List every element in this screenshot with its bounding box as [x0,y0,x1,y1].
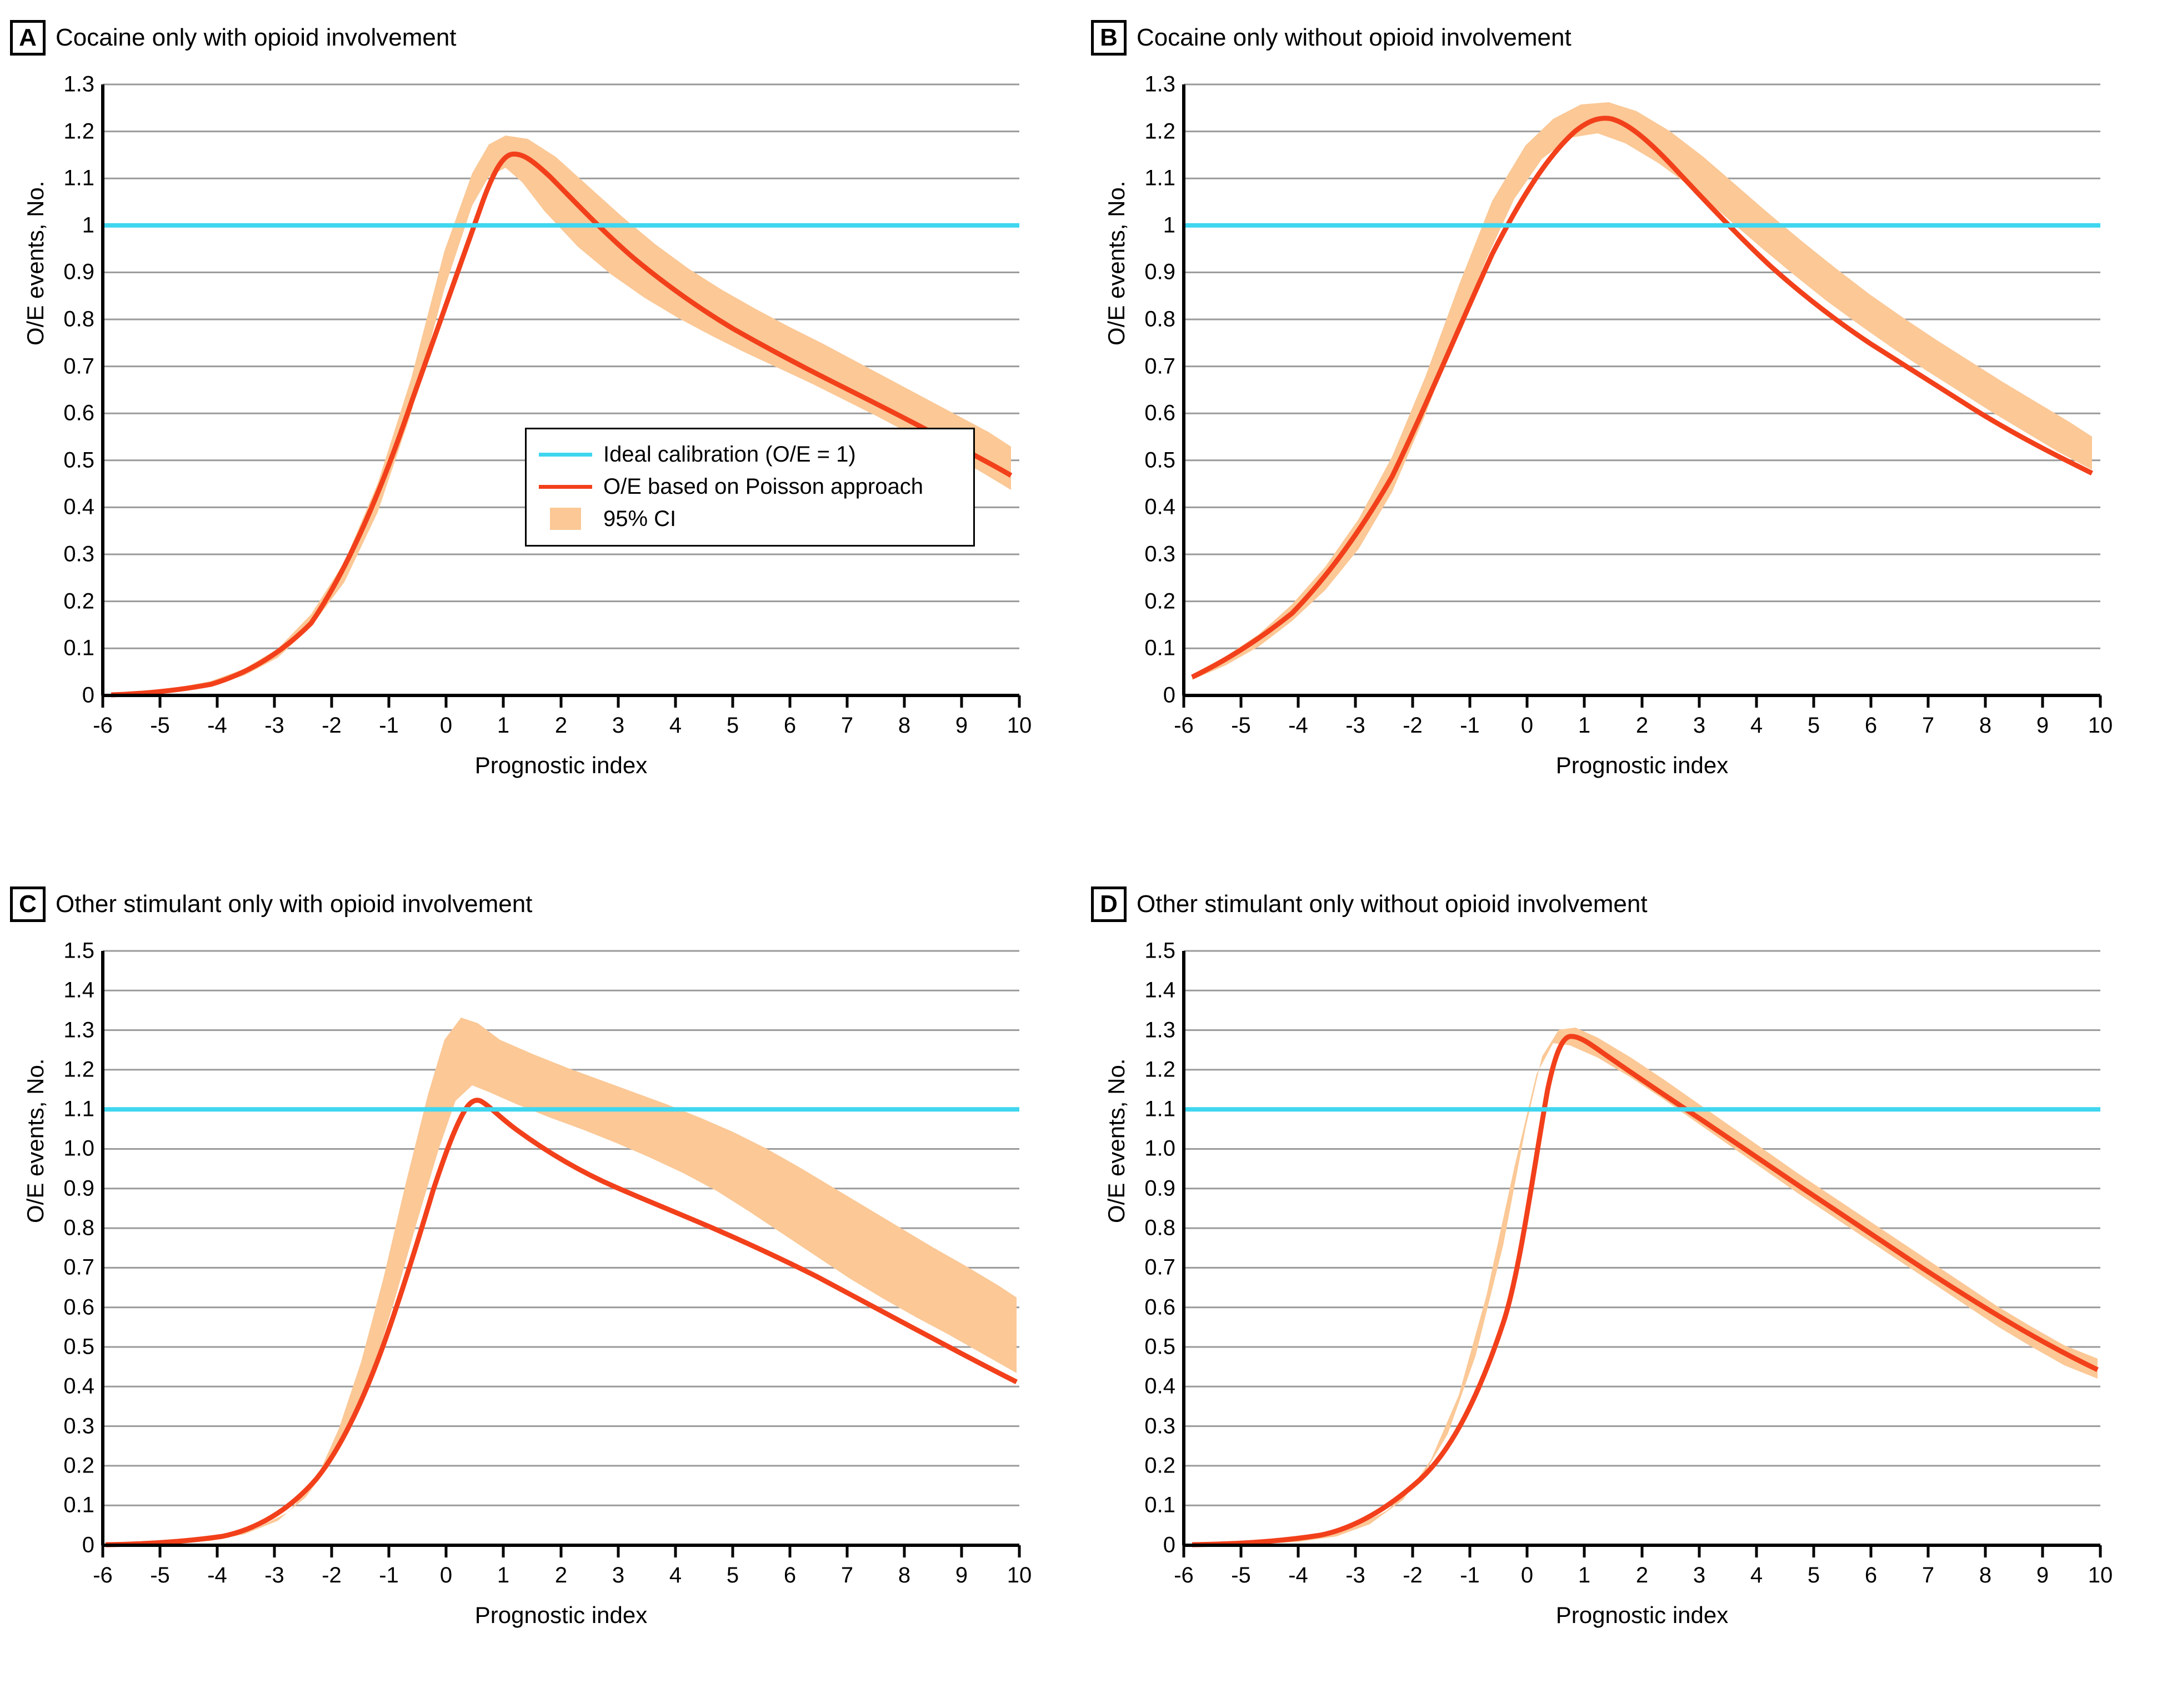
panel-b-ytick-5: 0.5 [1144,448,1175,473]
panel-b-xtick-14: 8 [1979,713,1992,738]
panel-d-plot [1081,934,2162,1651]
panel-a-xtick-8: 2 [554,713,568,738]
panel-d-xtick-11: 5 [1807,1563,1820,1587]
panel-b-xtick-4: -2 [1403,713,1423,738]
panel-c-xtick-2: -4 [207,1563,227,1587]
panel-c-svg [0,934,1055,1651]
panel-d-ytick-11: 1.1 [1144,1096,1175,1121]
panel-a-ytick-1: 0.1 [63,635,94,660]
panel-a-ytick-11: 1.1 [63,166,94,191]
panel-b-ytick-8: 0.8 [1144,307,1175,332]
panel-c-ytick-5: 0.5 [63,1334,94,1359]
panel-c-xtick-1: -5 [150,1563,170,1587]
panel-d-xtick-0: -6 [1174,1563,1194,1587]
legend [525,428,975,547]
panel-b-letter: B [1091,20,1127,56]
panel-a-letter: A [10,20,46,56]
panel-b-ytick-12: 1.2 [1144,119,1175,144]
panel-a-xtick-16: 10 [1007,713,1032,738]
panel-c-title: Other stimulant only with opioid involvement [56,890,533,918]
panel-c-ytick-1: 0.1 [63,1492,94,1517]
panel-c-xtick-14: 8 [898,1563,911,1587]
panel-c-plot [0,934,1081,1651]
panel-b-y-axis-label: O/E events, No. [1103,181,1129,345]
panel-d-xtick-12: 6 [1864,1563,1878,1587]
legend-label-poisson: O/E based on Poisson approach [603,474,923,499]
panel-b-xtick-10: 4 [1750,713,1763,738]
panel-d-xtick-10: 4 [1750,1563,1763,1587]
panel-c-ytick-3: 0.3 [63,1414,94,1439]
panel-d-xtick-7: 1 [1578,1563,1591,1587]
panel-a-xtick-11: 5 [726,713,739,738]
panel-a-xtick-0: -6 [93,713,113,738]
panel-b-poisson-curve [1192,118,2092,677]
panel-d-ytick-1: 0.1 [1144,1492,1175,1517]
panel-a-xtick-15: 9 [955,713,968,738]
panel-c-xtick-8: 2 [554,1563,568,1587]
panel-c-xtick-12: 6 [783,1563,797,1587]
legend-item-poisson [539,470,959,503]
panel-b-ytick-11: 1.1 [1144,166,1175,191]
panel-b-xtick-2: -4 [1288,713,1308,738]
panel-d-letter: D [1091,886,1127,922]
panel-a [0,0,1081,866]
panel-d-ytick-5: 0.5 [1144,1334,1175,1359]
panel-a-ytick-0: 0 [82,683,94,708]
panel-a-ci-band [111,136,1011,695]
panel-d-ytick-8: 0.8 [1144,1215,1175,1240]
panel-d-ytick-6: 0.6 [1144,1295,1175,1320]
panel-c-ytick-12: 1.2 [63,1057,94,1082]
panel-c-xtick-3: -3 [264,1563,284,1587]
panel-c-ytick-4: 0.4 [63,1374,94,1399]
panel-b-plot [1081,68,2162,801]
panel-c-xtick-10: 4 [669,1563,682,1587]
panel-b-ytick-10: 1 [1163,213,1175,238]
panel-b-ci-band [1192,102,2092,680]
panel-a-ytick-12: 1.2 [63,119,94,144]
panel-d-ytick-12: 1.2 [1144,1057,1175,1082]
panel-c-letter: C [10,886,46,922]
panel-b-ytick-13: 1.3 [1144,72,1175,97]
panel-b-xtick-6: 0 [1520,713,1534,738]
panel-d-xtick-5: -1 [1460,1563,1480,1587]
panel-a-ytick-6: 0.6 [63,400,94,425]
panel-c-ytick-15: 1.5 [63,938,94,963]
panel-b-title: Cocaine only without opioid involvement [1137,24,1572,51]
panel-c-poisson-curve [106,1100,1017,1545]
panel-c [0,866,1081,1708]
panel-b-ytick-7: 0.7 [1144,354,1175,379]
panel-b-xtick-1: -5 [1231,713,1251,738]
panel-a-ytick-4: 0.4 [63,494,94,519]
panel-d-ytick-10: 1.0 [1144,1136,1175,1161]
panel-a-ytick-2: 0.2 [63,589,94,614]
panel-c-xtick-11: 5 [726,1563,739,1587]
panel-a-xtick-9: 3 [612,713,625,738]
panel-d-ytick-2: 0.2 [1144,1453,1175,1478]
legend-item-ci [539,503,959,535]
panel-b-xtick-0: -6 [1174,713,1194,738]
panel-c-ytick-13: 1.3 [63,1018,94,1043]
panel-d [1081,866,2162,1708]
panel-d-ytick-14: 1.4 [1144,978,1175,1003]
panel-a-ytick-10: 1 [82,213,94,238]
panel-d-xtick-13: 7 [1921,1563,1935,1587]
panel-c-ytick-9: 0.9 [63,1176,94,1201]
panel-b-xtick-9: 3 [1693,713,1706,738]
panel-b-xtick-3: -3 [1345,713,1365,738]
panel-d-xtick-4: -2 [1403,1563,1423,1587]
legend-item-ideal [539,438,959,470]
panel-b-xtick-13: 7 [1921,713,1935,738]
panel-b-xtick-15: 9 [2036,713,2049,738]
panel-d-xtick-16: 10 [2088,1563,2113,1587]
panel-b-svg [1081,68,2136,801]
panel-b-ytick-6: 0.6 [1144,400,1175,425]
panel-b [1081,0,2162,866]
panel-d-svg [1081,934,2136,1651]
ideal-line-icon [539,453,592,457]
panel-d-xtick-3: -3 [1345,1563,1365,1587]
panel-c-ytick-7: 0.7 [63,1255,94,1280]
panel-c-header [0,866,1081,922]
panel-a-title: Cocaine only with opioid involvement [56,24,457,51]
panel-b-ytick-4: 0.4 [1144,494,1175,519]
panel-a-xtick-7: 1 [497,713,510,738]
panel-a-xtick-1: -5 [150,713,170,738]
panel-b-header [1081,0,2162,56]
panel-c-xtick-6: 0 [439,1563,453,1587]
panel-d-ytick-13: 1.3 [1144,1018,1175,1043]
panel-d-poisson-curve [1192,1036,2098,1545]
panel-c-xtick-5: -1 [379,1563,399,1587]
panel-a-xtick-10: 4 [669,713,682,738]
panel-c-xtick-16: 10 [1007,1563,1032,1587]
panel-a-header [0,0,1081,56]
panel-c-ytick-6: 0.6 [63,1295,94,1320]
panel-d-xtick-6: 0 [1520,1563,1534,1587]
panel-a-xtick-6: 0 [439,713,453,738]
panel-c-x-axis-label: Prognostic index [474,1602,648,1628]
panel-c-xtick-13: 7 [840,1563,854,1587]
panel-d-xtick-8: 2 [1635,1563,1649,1587]
panel-b-ytick-3: 0.3 [1144,542,1175,567]
panel-c-ytick-10: 1.0 [63,1136,94,1161]
panel-d-ytick-0: 0 [1163,1532,1175,1557]
panel-d-xtick-9: 3 [1693,1563,1706,1587]
panel-b-x-axis-label: Prognostic index [1555,752,1729,778]
panel-d-xtick-15: 9 [2036,1563,2049,1587]
panel-a-ytick-3: 0.3 [63,542,94,567]
panel-a-ytick-8: 0.8 [63,307,94,332]
panel-a-ytick-7: 0.7 [63,354,94,379]
legend-label-ideal: Ideal calibration (O/E = 1) [603,442,856,467]
panel-a-x-axis-label: Prognostic index [474,752,648,778]
panel-c-ytick-14: 1.4 [63,978,94,1003]
panel-d-title: Other stimulant only without opioid involvement [1137,890,1648,918]
panel-d-ytick-3: 0.3 [1144,1414,1175,1439]
legend-label-ci: 95% CI [603,506,677,531]
panel-d-ytick-15: 1.5 [1144,938,1175,963]
panel-c-ytick-8: 0.8 [63,1215,94,1240]
panel-a-xtick-4: -2 [322,713,342,738]
panel-b-xtick-7: 1 [1578,713,1591,738]
panel-a-plot [0,68,1081,801]
panel-d-y-axis-label: O/E events, No. [1103,1058,1129,1223]
panel-c-xtick-9: 3 [612,1563,625,1587]
panel-a-y-axis-label: O/E events, No. [22,181,48,345]
panel-d-ytick-7: 0.7 [1144,1255,1175,1280]
panel-d-ci-band [1192,1028,2098,1545]
panel-b-ytick-9: 0.9 [1144,259,1175,284]
panel-b-ytick-1: 0.1 [1144,635,1175,660]
panel-a-xtick-2: -4 [207,713,227,738]
panel-d-header [1081,866,2162,922]
panel-c-xtick-15: 9 [955,1563,968,1587]
panel-b-xtick-16: 10 [2088,713,2113,738]
panel-b-ytick-2: 0.2 [1144,589,1175,614]
panel-d-xtick-2: -4 [1288,1563,1308,1587]
panel-d-ytick-9: 0.9 [1144,1176,1175,1201]
panel-b-xtick-12: 6 [1864,713,1878,738]
panel-c-ytick-2: 0.2 [63,1453,94,1478]
panel-c-y-axis-label: O/E events, No. [22,1058,48,1223]
panel-c-xtick-7: 1 [497,1563,510,1587]
panel-a-ytick-9: 0.9 [63,259,94,284]
panel-a-xtick-12: 6 [783,713,797,738]
panel-d-xtick-14: 8 [1979,1563,1992,1587]
panel-a-xtick-3: -3 [264,713,284,738]
panel-a-xtick-5: -1 [379,713,399,738]
panel-a-ytick-5: 0.5 [63,448,94,473]
panel-b-ytick-0: 0 [1163,683,1175,708]
panel-a-xtick-14: 8 [898,713,911,738]
panel-c-xtick-4: -2 [322,1563,342,1587]
ci-band-icon [550,508,581,530]
panel-c-xtick-0: -6 [93,1563,113,1587]
panel-d-ytick-4: 0.4 [1144,1374,1175,1399]
panel-b-xtick-8: 2 [1635,713,1649,738]
panel-d-xtick-1: -5 [1231,1563,1251,1587]
panel-d-x-axis-label: Prognostic index [1555,1602,1729,1628]
panel-a-xtick-13: 7 [840,713,854,738]
panel-c-ytick-11: 1.1 [63,1096,94,1121]
poisson-line-icon [539,485,592,489]
panel-a-ytick-13: 1.3 [63,72,94,97]
panel-a-poisson-curve [111,154,1011,695]
panel-b-xtick-5: -1 [1460,713,1480,738]
panel-c-ytick-0: 0 [82,1532,94,1557]
panel-b-xtick-11: 5 [1807,713,1820,738]
